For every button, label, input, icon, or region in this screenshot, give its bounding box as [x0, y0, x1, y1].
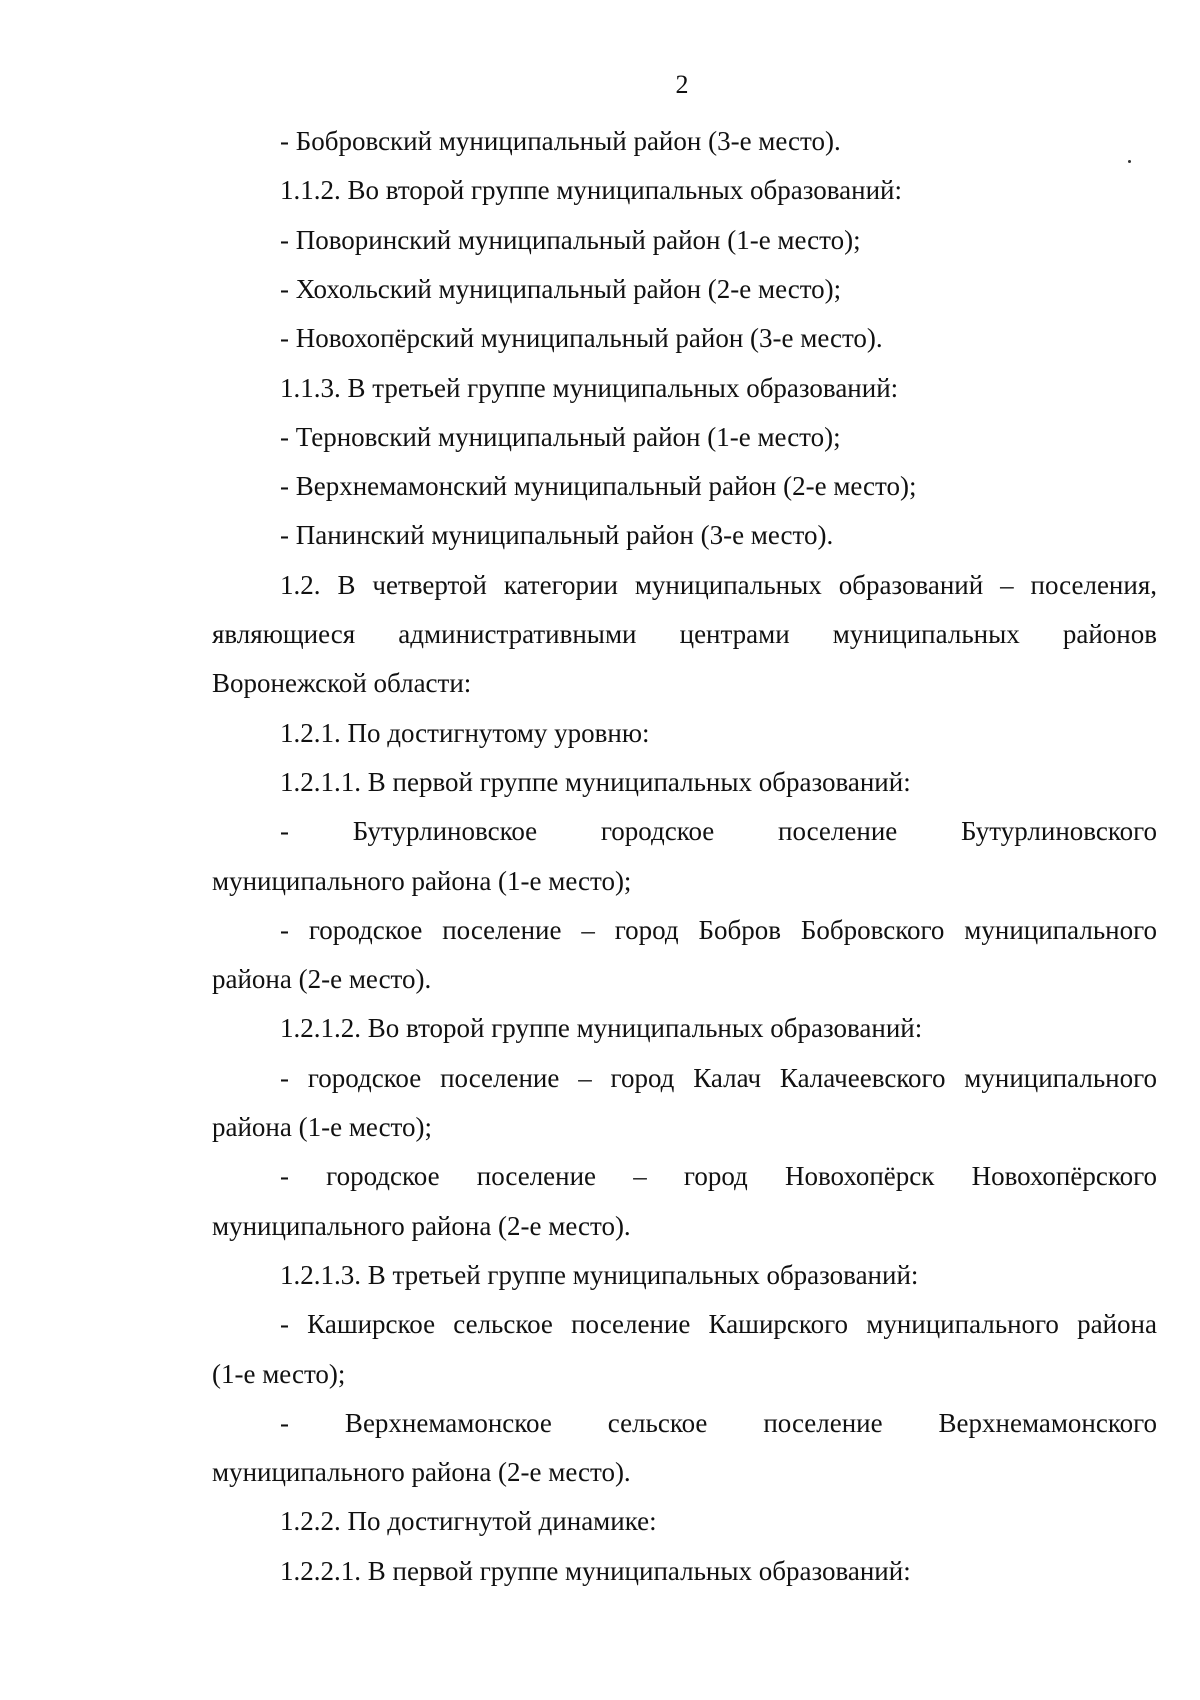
- text-line: являющиеся административными центрами муниципальных районов: [212, 619, 1157, 649]
- text-line: района (1-е место);: [212, 1112, 432, 1142]
- text-line: района (2-е место).: [212, 964, 432, 994]
- text-line: 1.2.1.3. В третьей группе муниципальных образований:: [280, 1260, 919, 1290]
- text-line: - Панинский муниципальный район (3-е место).: [280, 520, 834, 550]
- text-line: - Поворинский муниципальный район (1-е место);: [280, 225, 861, 255]
- text-line: (1-е место);: [212, 1359, 346, 1389]
- text-line: - Бутурлиновское городское поселение Бутурлиновского: [280, 816, 1157, 846]
- text-line: - городское поселение – город Бобров Бобровского муниципального: [280, 915, 1157, 945]
- text-line: - Бобровский муниципальный район (3-е место).: [280, 126, 841, 156]
- text-line: - Новохопёрский муниципальный район (3-е место).: [280, 323, 883, 353]
- text-line: Воронежской области:: [212, 668, 472, 698]
- text-line: - Хохольский муниципальный район (2-е место);: [280, 274, 842, 304]
- text-line: муниципального района (2-е место).: [212, 1211, 631, 1241]
- text-line: - городское поселение – город Калач Калачеевского муниципального: [280, 1063, 1157, 1093]
- scan-speck: [1128, 160, 1131, 163]
- text-line: - Верхнемамонское сельское поселение Верхнемамонского: [280, 1408, 1157, 1438]
- page-number: 2: [675, 70, 689, 99]
- text-line: 1.2.1.2. Во второй группе муниципальных образований:: [280, 1013, 923, 1043]
- text-line: 1.2.1.1. В первой группе муниципальных образований:: [280, 767, 911, 797]
- text-line: муниципального района (2-е место).: [212, 1457, 631, 1487]
- text-line: - городское поселение – город Новохопёрск Новохопёрского: [280, 1161, 1157, 1191]
- text-line: 1.2.1. По достигнутому уровню:: [280, 718, 650, 748]
- text-line: 1.1.2. Во второй группе муниципальных образований:: [280, 175, 902, 205]
- text-line: - Верхнемамонский муниципальный район (2-е место);: [280, 471, 917, 501]
- text-line: 1.2.2.1. В первой группе муниципальных образований:: [280, 1556, 911, 1586]
- text-line: 1.1.3. В третьей группе муниципальных образований:: [280, 373, 899, 403]
- text-line: - Каширское сельское поселение Каширского муниципального района: [280, 1309, 1157, 1339]
- text-line: муниципального района (1-е место);: [212, 866, 632, 896]
- text-line: 1.2.2. По достигнутой динамике:: [280, 1506, 657, 1536]
- text-line: - Терновский муниципальный район (1-е место);: [280, 422, 841, 452]
- text-line: 1.2. В четвертой категории муниципальных образований – поселения,: [280, 570, 1157, 600]
